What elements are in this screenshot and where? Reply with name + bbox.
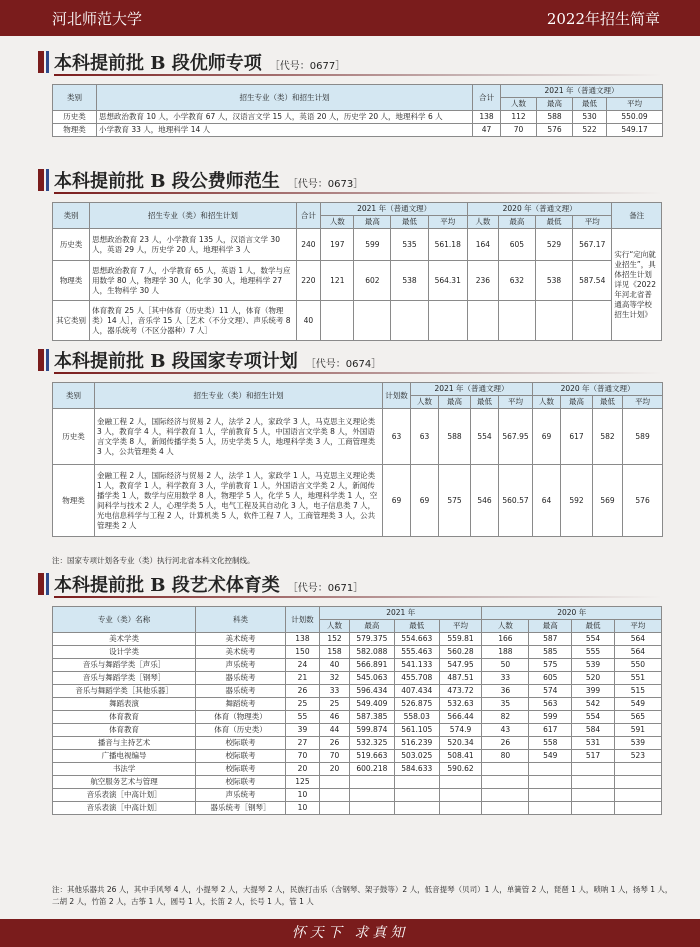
table-cell: 器乐统考［钢琴］ <box>196 802 286 815</box>
col-header: 招生专业（类）和招生计划 <box>97 85 473 111</box>
table-cell: 542 <box>572 698 615 711</box>
table-cell <box>394 802 439 815</box>
table-cell: 487.51 <box>439 672 482 685</box>
table-cell: 舞蹈统考 <box>196 698 286 711</box>
table-cell <box>439 776 482 789</box>
section-header <box>38 346 662 374</box>
top-banner <box>0 0 700 36</box>
table-cell: 33 <box>482 672 529 685</box>
table-cell: 587.385 <box>349 711 394 724</box>
table-cell: 音乐与舞蹈学类［其他乐器］ <box>53 685 196 698</box>
table-cell: 541.133 <box>394 659 439 672</box>
table-row <box>53 737 662 750</box>
table-cell: 158 <box>320 646 350 659</box>
table-cell: 555.463 <box>394 646 439 659</box>
table-cell: 566.891 <box>349 659 394 672</box>
section-title: 本科提前批 B 段公费师范生 ［代号：0673］ <box>54 171 364 192</box>
table-cell: 515 <box>614 685 661 698</box>
table-cell: 70 <box>285 750 319 763</box>
table-cell: 523 <box>614 750 661 763</box>
table-cell <box>614 789 661 802</box>
table-cell: 508.41 <box>439 750 482 763</box>
table-cell: 声乐统考 <box>196 659 286 672</box>
section-header <box>38 48 662 76</box>
table-cell: 532.325 <box>349 737 394 750</box>
table-guojia: 类别 招生专业（类）和招生计划 计划数 2021 年（普通文理） 2020 年（普通文理） 人数 最高 最低 平均 人数 最高 最低 平均 历史类 金融工程 2 人，国际经济与贸易 2 人，法学 2 人，家政学 3 人，马克思主义理论类 3 人，教育学 4 人，科学教育 1 人，学前教育 5 人，中国语言文学类 8 人，外国语言文学类 8 人，新闻传播学类 5 人，历史学类 5 人，地理科学类 3 人，工商管理类 3 人，公共管理类 4 人 63 63 588 554 567.95 69 617 582 589 物理类 金融工程 2 人，国际经济与贸易 2 人，法学 1 人，家政学 1 人，马克思主义理论类 1 人，教育学 1 人，科学教育 3 人，学前教育 1 人，外国语言文学类 2 人，新闻传播学类 1 人，数学与应用数学 8 人，物理学 5 人，化学 5 人，地理科学类 1 人，空间科学与技术 2 人，心理学类 5 人，电气工程及其自动化 3 人，电子信息类 7 人，光电信息科学与工程 2 人，计算机类 5 人，软件工程 7 人，工商管理类 3 人，公共管理类 2 人 69 69 575 546 560.57 64 592 569 576 <box>52 382 663 537</box>
section-code: ［代号：0677］ <box>269 61 346 72</box>
table-cell: 36 <box>482 685 529 698</box>
table-cell: 166 <box>482 633 529 646</box>
table-cell: 体育（历史类） <box>196 724 286 737</box>
table-cell: 517 <box>572 750 615 763</box>
table-cell: 20 <box>320 763 350 776</box>
section-title: 本科提前批 B 段国家专项计划 ［代号：0674］ <box>54 351 382 372</box>
table-cell <box>320 802 350 815</box>
table-cell: 138 <box>285 633 319 646</box>
table-row <box>53 646 662 659</box>
table-cell: 体育教育 <box>53 711 196 724</box>
table-cell: 558 <box>529 737 572 750</box>
table-cell: 80 <box>482 750 529 763</box>
table-row: 其它类别 体育教育 25 人［其中体育（历史类）11 人，体育（物理类）14 人］，音乐学 15 人［艺术（不分文理）、声乐统考 8 人，器乐统考（不区分器种）7 人］ 40 <box>53 301 662 341</box>
table-row: 历史类 金融工程 2 人，国际经济与贸易 2 人，法学 2 人，家政学 3 人，马克思主义理论类 3 人，教育学 4 人，科学教育 1 人，学前教育 5 人，中国语言文学类 8 人，外国语言文学类 8 人，新闻传播学类 5 人，历史学类 5 人，地理科学类 3 人，工商管理类 3 人，公共管理类 4 人 63 63 588 554 567.95 69 617 582 589 <box>53 409 663 465</box>
table-row: 历史类 思想政治教育 10 人，小学教育 67 人，汉语言文学 15 人，英语 20 人，历史学 20 人，地理科学 6 人 138 112 588 530 550.09 <box>53 111 663 124</box>
table-cell: 校际联考 <box>196 750 286 763</box>
col-header: 2021 年（普通文理） <box>321 203 468 216</box>
table-cell <box>572 763 615 776</box>
table-cell: 26 <box>482 737 529 750</box>
col-header: 人数 <box>501 98 537 111</box>
col-header: 类别 <box>53 203 90 229</box>
table-cell: 519.663 <box>349 750 394 763</box>
table-row <box>53 711 662 724</box>
table-cell <box>439 789 482 802</box>
table-cell: 152 <box>320 633 350 646</box>
table-cell: 539 <box>572 659 615 672</box>
table-cell: 455.708 <box>394 672 439 685</box>
table-cell: 585 <box>529 646 572 659</box>
table-cell: 564 <box>614 646 661 659</box>
table-cell: 590.62 <box>439 763 482 776</box>
table-row <box>53 672 662 685</box>
table-cell: 音乐与舞蹈学类［声乐］ <box>53 659 196 672</box>
table-cell: 125 <box>285 776 319 789</box>
table-cell <box>529 776 572 789</box>
table-cell: 566.44 <box>439 711 482 724</box>
table-cell: 596.434 <box>349 685 394 698</box>
table-cell <box>482 789 529 802</box>
table-cell: 10 <box>285 789 319 802</box>
table-cell: 582.088 <box>349 646 394 659</box>
table-cell: 82 <box>482 711 529 724</box>
section-title: 本科提前批 B 段艺术体育类 ［代号：0671］ <box>54 575 364 596</box>
table-cell <box>614 776 661 789</box>
table-cell: 574.9 <box>439 724 482 737</box>
col-header: 最低 <box>573 98 607 111</box>
table-cell: 40 <box>320 659 350 672</box>
section-yiti <box>38 570 662 815</box>
table-cell: 46 <box>320 711 350 724</box>
table-cell: 579.375 <box>349 633 394 646</box>
table-cell: 航空服务艺术与管理 <box>53 776 196 789</box>
col-header: 招生专业（类）和招生计划 <box>90 203 296 229</box>
table-cell: 407.434 <box>394 685 439 698</box>
table-cell: 587 <box>529 633 572 646</box>
table-cell: 书法学 <box>53 763 196 776</box>
table-cell: 605 <box>529 672 572 685</box>
col-header: 2021 年（普通文理） <box>501 85 663 98</box>
col-header: 类别 <box>53 85 97 111</box>
table-cell: 校际联考 <box>196 776 286 789</box>
table-cell: 体育（物理类） <box>196 711 286 724</box>
section-header <box>38 570 662 598</box>
section-note: 注：国家专项计划各专业（类）执行河北省本科文化控制线。 <box>52 556 255 565</box>
table-cell: 549 <box>614 698 661 711</box>
table-cell: 21 <box>285 672 319 685</box>
motto: 怀天下 求真知 <box>0 919 700 947</box>
section-code: ［代号：0671］ <box>287 583 364 594</box>
table-cell: 520.34 <box>439 737 482 750</box>
table-cell: 575 <box>529 659 572 672</box>
table-row <box>53 789 662 802</box>
table-cell: 美术统考 <box>196 646 286 659</box>
col-header: 合计 <box>296 203 321 229</box>
table-cell: 549 <box>529 750 572 763</box>
col-header: 备注 <box>612 203 662 229</box>
table-cell <box>349 802 394 815</box>
table-cell: 舞蹈表演 <box>53 698 196 711</box>
table-cell: 校际联考 <box>196 763 286 776</box>
col-header: 合计 <box>473 85 501 111</box>
table-cell: 39 <box>285 724 319 737</box>
table-youshi <box>52 84 663 137</box>
col-header: 最高 <box>537 98 573 111</box>
table-cell: 549.409 <box>349 698 394 711</box>
table-cell <box>572 802 615 815</box>
table-cell: 26 <box>320 737 350 750</box>
table-cell: 599.874 <box>349 724 394 737</box>
table-row: 物理类 金融工程 2 人，国际经济与贸易 2 人，法学 1 人，家政学 1 人，马克思主义理论类 1 人，教育学 1 人，科学教育 3 人，学前教育 1 人，外国语言文学类 2 人，新闻传播学类 1 人，数学与应用数学 8 人，物理学 5 人，化学 5 人，地理科学类 1 人，空间科学与技术 2 人，心理学类 5 人，电气工程及其自动化 3 人，电子信息类 7 人，光电信息科学与工程 2 人，计算机类 5 人，软件工程 7 人，工商管理类 3 人，公共管理类 2 人 69 69 575 546 560.57 64 592 569 576 <box>53 465 663 537</box>
section-youshi <box>38 48 662 137</box>
table-row <box>53 776 662 789</box>
table-cell: 591 <box>614 724 661 737</box>
table-cell: 539 <box>614 737 661 750</box>
table-yiti: 专业（类）名称 科类 计划数 2021 年 2020 年 人数 最高 最低 平均 人数 最高 最低 平均 美术学类 美术统考 138 152 579.375 554.663 559.81 166 587 554 564 设计学类 美术统考 150 158 582.088 555.463 560.28 188 585 555 564 音乐与舞蹈学类［声乐］ 声乐统考 24 40 566.891 541.133 547.95 50 575 539 550 音乐与舞蹈学类［钢琴］ 器乐统考 21 32 545.063 455.708 487.51 33 605 520 551 音乐与舞蹈学类［其他乐器］ 器乐统考 26 33 596.434 407.434 473.72 36 574 399 515 舞蹈表演 舞蹈统考 25 25 549.409 526.875 532.63 35 563 542 549 体育教育 体育（物理类） 55 46 587.385 558.03 566.44 82 599 554 565 体育教育 体育（历史类） 39 44 599.874 561.105 574.9 43 617 584 591 播音与主持艺术 校际联考 27 26 532.325 516.239 520.34 26 558 531 539 广播电视编导 校际联考 70 70 519.663 503.025 508.41 80 549 517 523 书法学 校际联考 20 20 600.218 584.633 590.62 航空服务艺术与管理 校际联考 125 音乐表演［中高计划］ 声乐统考 10 音乐表演［中高计划］ 器乐统考［钢琴］ 10 <box>52 606 662 815</box>
table-cell: 526.875 <box>394 698 439 711</box>
table-cell: 器乐统考 <box>196 672 286 685</box>
table-row <box>53 698 662 711</box>
table-cell: 188 <box>482 646 529 659</box>
table-row <box>53 659 662 672</box>
section-code: ［代号：0673］ <box>287 179 364 190</box>
remark: 实行“定向就业招生”，具体招生计划详见《2022年河北省普通高等学校招生计划》 <box>612 229 662 341</box>
table-cell <box>572 789 615 802</box>
table-cell: 584 <box>572 724 615 737</box>
table-cell: 558.03 <box>394 711 439 724</box>
table-cell: 70 <box>320 750 350 763</box>
table-cell: 516.239 <box>394 737 439 750</box>
table-cell: 20 <box>285 763 319 776</box>
table-cell <box>394 776 439 789</box>
table-cell: 561.105 <box>394 724 439 737</box>
section-title: 本科提前批 B 段优师专项 ［代号：0677］ <box>54 53 346 74</box>
table-cell: 10 <box>285 802 319 815</box>
table-cell: 44 <box>320 724 350 737</box>
table-cell: 473.72 <box>439 685 482 698</box>
section-header <box>38 166 662 194</box>
table-cell: 560.28 <box>439 646 482 659</box>
table-row <box>53 763 662 776</box>
table-cell <box>529 789 572 802</box>
table-row <box>53 802 662 815</box>
table-cell <box>349 776 394 789</box>
table-cell: 399 <box>572 685 615 698</box>
table-cell: 器乐统考 <box>196 685 286 698</box>
table-row <box>53 750 662 763</box>
table-cell: 35 <box>482 698 529 711</box>
table-cell: 27 <box>285 737 319 750</box>
table-cell: 600.218 <box>349 763 394 776</box>
table-cell: 播音与主持艺术 <box>53 737 196 750</box>
table-cell: 25 <box>320 698 350 711</box>
university-name: 河北师范大学 <box>52 10 143 28</box>
table-cell <box>320 789 350 802</box>
table-gongfei: 类别 招生专业（类）和招生计划 合计 2021 年（普通文理） 2020 年（普通文理） 备注 人数 最高 最低 平均 人数 最高 最低 平均 历史类 思想政治教育 23 人，小学教育 135 人，汉语言文学 30 人，英语 29 人，历史学 20 人，地理科学 3 人 240 197 599 535 561.18 164 605 529 567.17 实行“定向就业招生”，具体招生计划详见《2022年河北省普通高等学校招生计划》 物理类 思想政治教育 7 人，小学教育 65 人，英语 1 人，数学与应用数学 80 人，物理学 30 人，化学 30 人，地理科学 27 人，生物科学 30 人 220 121 602 538 564.31 236 632 538 587.54 其它类别 体育教育 25 人［其中体育（历史类）11 人，体育（物理类）14 人］，音乐学 15 人［艺术（不分文理）、声乐统考 8 人，器乐统考（不区分器种）7 人］ 40 <box>52 202 662 341</box>
table-cell: 50 <box>482 659 529 672</box>
table-cell <box>614 763 661 776</box>
table-cell <box>482 763 529 776</box>
table-cell: 584.633 <box>394 763 439 776</box>
table-row <box>53 724 662 737</box>
col-header: 2020 年（普通文理） <box>467 203 612 216</box>
col-header: 平均 <box>607 98 663 111</box>
table-cell: 550 <box>614 659 661 672</box>
table-row: 物理类 小学教育 33 人，地理科学 14 人 47 70 576 522 549.17 <box>53 124 663 137</box>
table-row <box>53 685 662 698</box>
table-cell: 551 <box>614 672 661 685</box>
table-cell <box>529 763 572 776</box>
table-cell: 55 <box>285 711 319 724</box>
table-cell: 26 <box>285 685 319 698</box>
table-cell: 32 <box>320 672 350 685</box>
table-cell: 555 <box>572 646 615 659</box>
table-cell: 563 <box>529 698 572 711</box>
table-cell: 43 <box>482 724 529 737</box>
table-cell: 校际联考 <box>196 737 286 750</box>
table-cell: 554 <box>572 633 615 646</box>
table-cell <box>482 802 529 815</box>
section-note: 注：其他乐器共 26 人，其中手风琴 4 人，小提琴 2 人，大提琴 2 人，民族打击乐（含钢琴、架子鼓等）2 人，低音提琴（贝司）1 人，单簧管 2 人，琵琶 1 人，唢呐 1 人，扬琴 1 人， <box>52 885 673 894</box>
table-row <box>53 633 662 646</box>
table-cell: 33 <box>320 685 350 698</box>
table-cell: 617 <box>529 724 572 737</box>
table-cell <box>482 776 529 789</box>
table-cell: 532.63 <box>439 698 482 711</box>
table-cell <box>394 789 439 802</box>
table-cell <box>529 802 572 815</box>
table-cell: 564 <box>614 633 661 646</box>
section-gongfei <box>38 166 662 341</box>
table-cell: 554 <box>572 711 615 724</box>
table-row: 历史类 思想政治教育 23 人，小学教育 135 人，汉语言文学 30 人，英语 29 人，历史学 20 人，地理科学 3 人 240 197 599 535 561.18 164 605 529 567.17 实行“定向就业招生”，具体招生计划详见《2022年河北省普通高等学校招生计划》 <box>53 229 662 261</box>
brochure-title: 2022年招生简章 <box>546 10 660 28</box>
table-cell: 565 <box>614 711 661 724</box>
table-cell: 音乐表演［中高计划］ <box>53 789 196 802</box>
section-guojia <box>38 346 662 537</box>
table-cell: 531 <box>572 737 615 750</box>
table-cell: 150 <box>285 646 319 659</box>
table-cell: 音乐表演［中高计划］ <box>53 802 196 815</box>
table-cell <box>572 776 615 789</box>
table-cell: 设计学类 <box>53 646 196 659</box>
table-row: 物理类 思想政治教育 7 人，小学教育 65 人，英语 1 人，数学与应用数学 80 人，物理学 30 人，化学 30 人，地理科学 27 人，生物科学 30 人 220 121 602 538 564.31 236 632 538 587.54 <box>53 261 662 301</box>
table-cell: 美术学类 <box>53 633 196 646</box>
table-cell <box>349 789 394 802</box>
table-cell: 599 <box>529 711 572 724</box>
table-cell <box>439 802 482 815</box>
table-cell: 554.663 <box>394 633 439 646</box>
section-note: 二胡 2 人，竹笛 2 人，古筝 1 人，圆号 1 人，长笛 2 人，长号 1 人，管 1 人 <box>52 897 314 906</box>
table-cell: 体育教育 <box>53 724 196 737</box>
table-cell: 美术统考 <box>196 633 286 646</box>
table-cell: 音乐与舞蹈学类［钢琴］ <box>53 672 196 685</box>
table-cell: 25 <box>285 698 319 711</box>
table-cell: 574 <box>529 685 572 698</box>
table-cell: 559.81 <box>439 633 482 646</box>
table-cell: 503.025 <box>394 750 439 763</box>
table-cell: 520 <box>572 672 615 685</box>
table-cell: 547.95 <box>439 659 482 672</box>
table-cell <box>320 776 350 789</box>
table-cell: 24 <box>285 659 319 672</box>
section-code: ［代号：0674］ <box>305 359 382 370</box>
table-cell: 广播电视编导 <box>53 750 196 763</box>
table-cell: 545.063 <box>349 672 394 685</box>
table-cell <box>614 802 661 815</box>
table-cell: 声乐统考 <box>196 789 286 802</box>
